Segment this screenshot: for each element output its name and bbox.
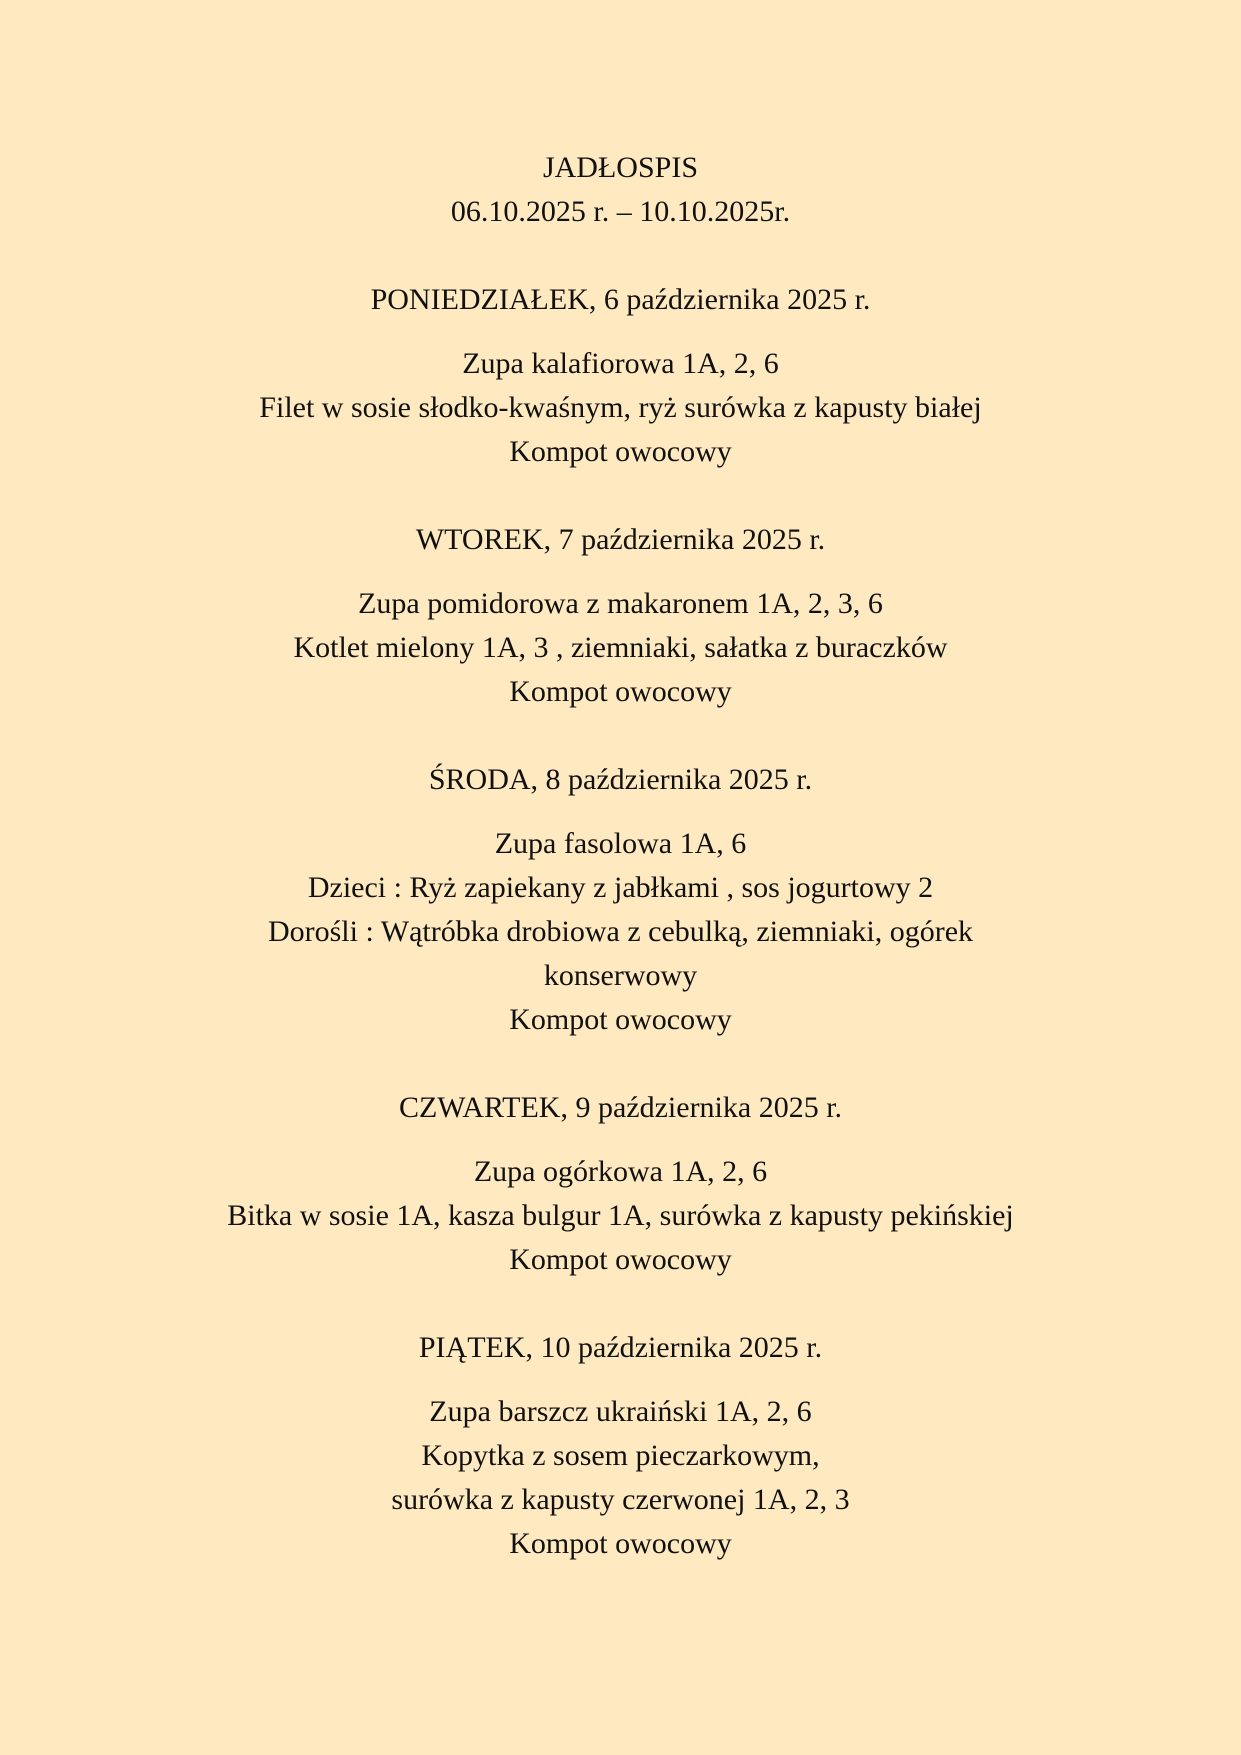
- meal-drink: Kompot owocowy: [509, 675, 732, 708]
- meal-main: Kotlet mielony 1A, 3 , ziemniaki, sałatka z buraczków: [293, 631, 948, 664]
- meal-drink: Kompot owocowy: [509, 1527, 732, 1560]
- meal-soup: Zupa pomidorowa z makaronem 1A, 2, 3, 6: [358, 587, 883, 620]
- meal-drink: Kompot owocowy: [509, 1243, 732, 1276]
- meal-list: [0, 822, 1241, 1042]
- meal-main-adults: Dorośli : Wątróbka drobiowa z cebulką, ziemniaki, ogórek konserwowy: [267, 915, 974, 992]
- day-friday: [0, 1326, 1241, 1566]
- meal-main: Filet w sosie słodko-kwaśnym, ryż surówka z kapusty białej: [259, 391, 982, 424]
- meal-soup: Zupa fasolowa 1A, 6: [494, 827, 747, 860]
- day-title: WTOREK, 7 października 2025 r.: [415, 523, 826, 556]
- meal-soup: Zupa barszcz ukraiński 1A, 2, 6: [429, 1395, 812, 1428]
- meal-drink: Kompot owocowy: [509, 1003, 732, 1036]
- meal-drink: Kompot owocowy: [509, 435, 732, 468]
- meal-main: Bitka w sosie 1A, kasza bulgur 1A, surówka z kapusty pekińskiej: [227, 1199, 1014, 1232]
- meal-soup: Zupa kalafiorowa 1A, 2, 6: [462, 347, 779, 380]
- day-monday: [0, 278, 1241, 474]
- meal-list: [0, 582, 1241, 714]
- menu-title: JADŁOSPIS: [542, 151, 699, 184]
- meal-main: Kopytka z sosem pieczarkowym,: [421, 1439, 820, 1472]
- meal-list: [0, 1150, 1241, 1282]
- day-thursday: [0, 1086, 1241, 1282]
- meal-list: [0, 1390, 1241, 1566]
- meal-side: surówka z kapusty czerwonej 1A, 2, 3: [391, 1483, 850, 1516]
- day-title: CZWARTEK, 9 października 2025 r.: [398, 1091, 843, 1124]
- day-title: PONIEDZIAŁEK, 6 października 2025 r.: [370, 283, 871, 316]
- day-wednesday: [0, 758, 1241, 1042]
- meal-soup: Zupa ogórkowa 1A, 2, 6: [473, 1155, 768, 1188]
- meal-main-children: Dzieci : Ryż zapiekany z jabłkami , sos jogurtowy 2: [307, 871, 934, 904]
- day-title: PIĄTEK, 10 października 2025 r.: [418, 1331, 823, 1364]
- menu-date-range: 06.10.2025 r. – 10.10.2025r.: [450, 195, 791, 228]
- day-tuesday: [0, 518, 1241, 714]
- menu-header: [0, 146, 1241, 234]
- meal-list: [0, 342, 1241, 474]
- day-title: ŚRODA, 8 października 2025 r.: [428, 763, 813, 796]
